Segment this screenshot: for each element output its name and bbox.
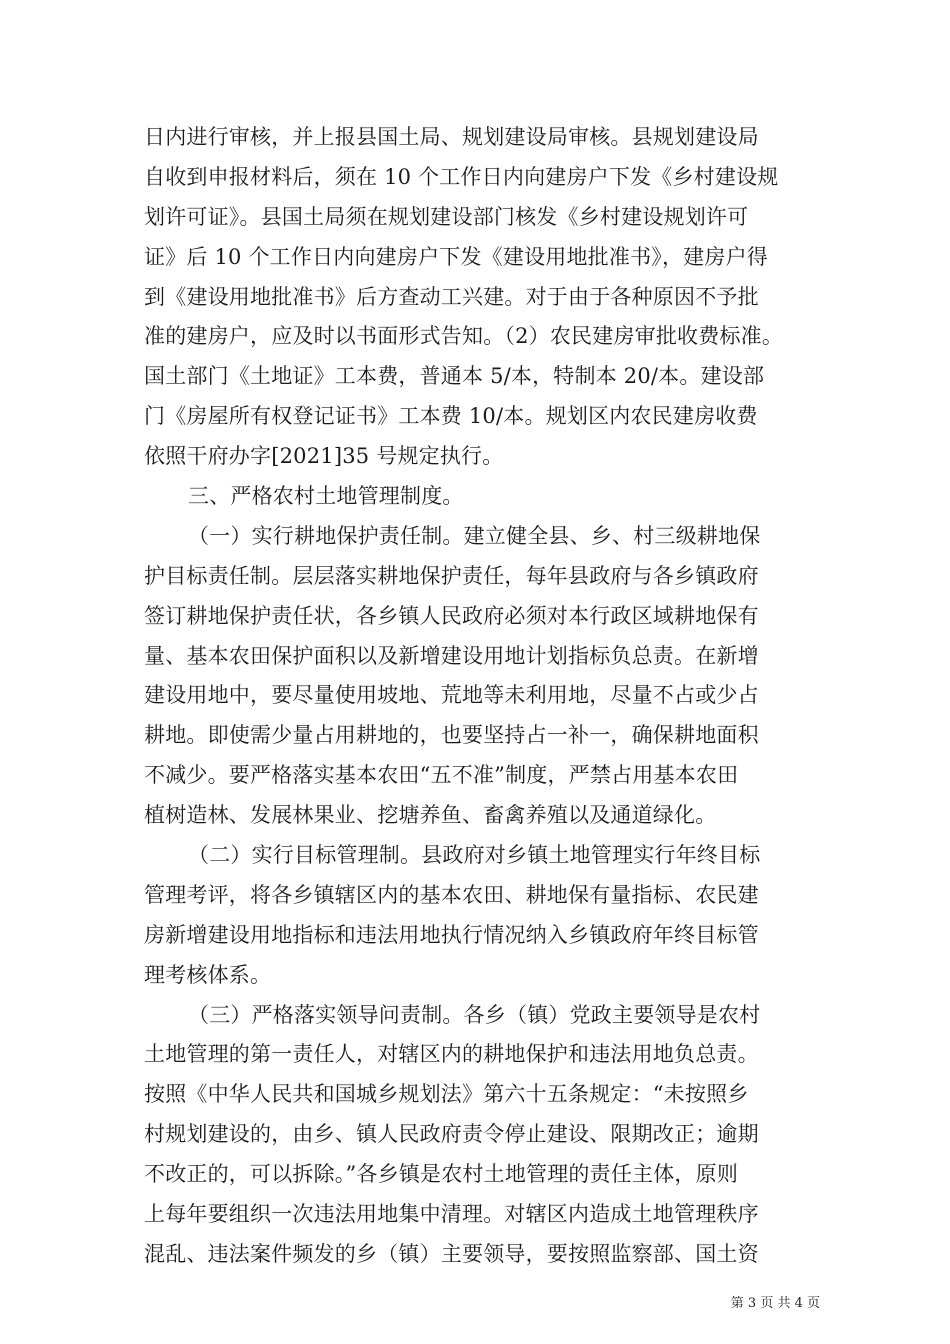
text-line: 准的建房户，应及时以书面形式告知。（2）农民建房审批收费标准。 — [144, 324, 784, 349]
text-line: 护目标责任制。层层落实耕地保护责任，每年县政府与各乡镇政府 — [144, 563, 759, 588]
section-heading: 三、严格农村土地管理制度。 — [188, 484, 464, 509]
text-line: 证》后 10 个工作日内向建房户下发《建设用地批准书》，建房户得 — [144, 244, 768, 269]
paragraph-start-line: （三）严格落实领导问责制。各乡（镇）党政主要领导是农村 — [188, 1002, 761, 1027]
text-line: 门《房屋所有权登记证书》工本费 10/本。规划区内农民建房收费 — [144, 404, 758, 429]
text-line: 上每年要组织一次违法用地集中清理。对辖区内造成土地管理秩序 — [144, 1202, 759, 1227]
text-line: 土地管理的第一责任人，对辖区内的耕地保护和违法用地负总责。 — [144, 1042, 759, 1067]
text-line: 建设用地中，要尽量使用坡地、荒地等未利用地，尽量不占或少占 — [144, 683, 759, 708]
text-line: 按照《中华人民共和国城乡规划法》第六十五条规定：“未按照乡 — [144, 1082, 749, 1107]
text-line: 房新增建设用地指标和违法用地执行情况纳入乡镇政府年终目标管 — [144, 922, 759, 947]
text-line: 签订耕地保护责任状，各乡镇人民政府必须对本行政区域耕地保有 — [144, 603, 759, 628]
text-line: 耕地。即使需少量占用耕地的，也要坚持占一补一，确保耕地面积 — [144, 723, 759, 748]
document-body — [144, 118, 812, 1275]
text-line: 依照干府办字[2021]35 号规定执行。 — [144, 444, 504, 469]
text-line: 量、基本农田保护面积以及新增建设用地计划指标负总责。在新增 — [144, 643, 759, 668]
text-line: 到《建设用地批准书》后方查动工兴建。对于由于各种原因不予批 — [144, 284, 759, 309]
text-line: 自收到申报材料后，须在 10 个工作日内向建房户下发《乡村建设规 — [144, 164, 779, 189]
text-line: 村规划建设的，由乡、镇人民政府责令停止建设、限期改正；逾期 — [144, 1122, 759, 1147]
text-line: 划许可证》。县国土局须在规划建设部门核发《乡村建设规划许可 — [144, 204, 749, 229]
text-line: 理考核体系。 — [144, 962, 272, 987]
text-line: 国土部门《土地证》工本费，普通本 5/本，特制本 20/本。建设部 — [144, 364, 765, 389]
paragraph-start-line: （二）实行目标管理制。县政府对乡镇土地管理实行年终目标 — [188, 843, 761, 868]
text-line: 管理考评，将各乡镇辖区内的基本农田、耕地保有量指标、农民建 — [144, 882, 759, 907]
paragraph-start-line: （一）实行耕地保护责任制。建立健全县、乡、村三级耕地保 — [188, 523, 761, 548]
text-line: 不改正的，可以拆除。”各乡镇是农村土地管理的责任主体，原则 — [144, 1162, 739, 1187]
text-line: 不减少。要严格落实基本农田“五不准”制度，严禁占用基本农田 — [144, 763, 739, 788]
text-line: 混乱、违法案件频发的乡（镇）主要领导，要按照监察部、国土资 — [144, 1241, 759, 1266]
text-line: 日内进行审核，并上报县国土局、规划建设局审核。县规划建设局 — [144, 125, 759, 149]
page-number: 第 3 页 共 4 页 — [730, 1296, 820, 1311]
text-line: 植树造林、发展林果业、挖塘养鱼、畜禽养殖以及通道绿化。 — [144, 803, 717, 828]
